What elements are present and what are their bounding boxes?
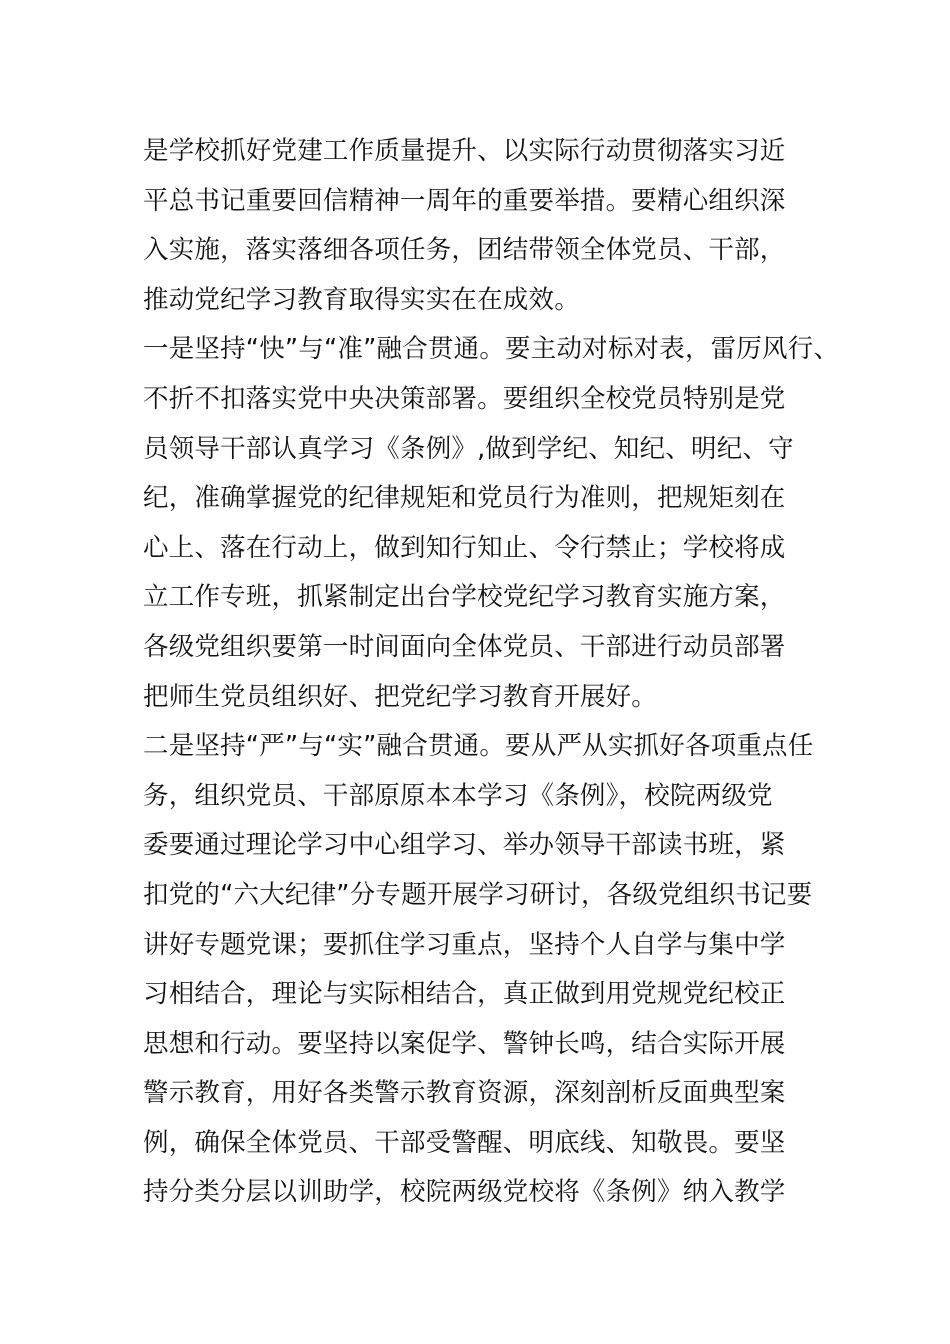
text-line: 持分类分层以训助学，校院两级党校将《条例》纳入教学: [143, 1177, 786, 1208]
text-line: 心上、落在行动上，做到知行知止、令行禁止；学校将成: [143, 532, 786, 563]
text-line: 扣党的“六大纪律”分专题开展学习研讨，各级党组织书记要: [143, 879, 813, 910]
text-line: 习相结合，理论与实际相结合，真正做到用党规党纪校正: [143, 979, 786, 1010]
text-line: 思想和行动。要坚持以案促学、警钟长鸣，结合实际开展: [143, 1028, 786, 1059]
text-line: 入实施，落实落细各项任务，团结带领全体党员、干部，: [143, 235, 786, 266]
text-line: 平总书记重要回信精神一周年的重要举措。要精心组织深: [143, 185, 786, 216]
text-line: 务，组织党员、干部原原本本学习《条例》，校院两级党: [143, 780, 773, 811]
text-line: 例，确保全体党员、干部受警醒、明底线、知敬畏。要坚: [143, 1127, 786, 1158]
text-line: 立工作专班，抓紧制定出台学校党纪学习教育实施方案，: [143, 582, 786, 613]
text-line: 员领导干部认真学习《条例》,做到学纪、知纪、明纪、守: [143, 433, 794, 464]
text-line: 讲好专题党课；要抓住学习重点，坚持个人自学与集中学: [143, 929, 786, 960]
text-line: 把师生党员组织好、把党纪学习教育开展好。: [143, 681, 658, 712]
text-line: 警示教育，用好各类警示教育资源，深刻剖析反面典型案: [143, 1078, 786, 1109]
document-body: [143, 127, 840, 1218]
text-line: 纪，准确掌握党的纪律规矩和党员行为准则，把规矩刻在: [143, 483, 786, 514]
section-heading-line: 二是坚持“严”与“实”融合贯通。要从严从实抓好各项重点任: [143, 731, 814, 762]
section-heading-line: 一是坚持“快”与“准”融合贯通。要主动对标对表，雷厉风行、: [143, 334, 840, 365]
text-line: 推动党纪学习教育取得实实在在成效。: [143, 284, 580, 315]
text-line: 委要通过理论学习中心组学习、举办领导干部读书班，紧: [143, 830, 786, 861]
text-line: 各级党组织要第一时间面向全体党员、干部进行动员部署: [143, 631, 786, 662]
text-line: 不折不扣落实党中央决策部署。要组织全校党员特别是党: [143, 383, 786, 414]
text-line: 是学校抓好党建工作质量提升、以实际行动贯彻落实习近: [143, 136, 786, 166]
